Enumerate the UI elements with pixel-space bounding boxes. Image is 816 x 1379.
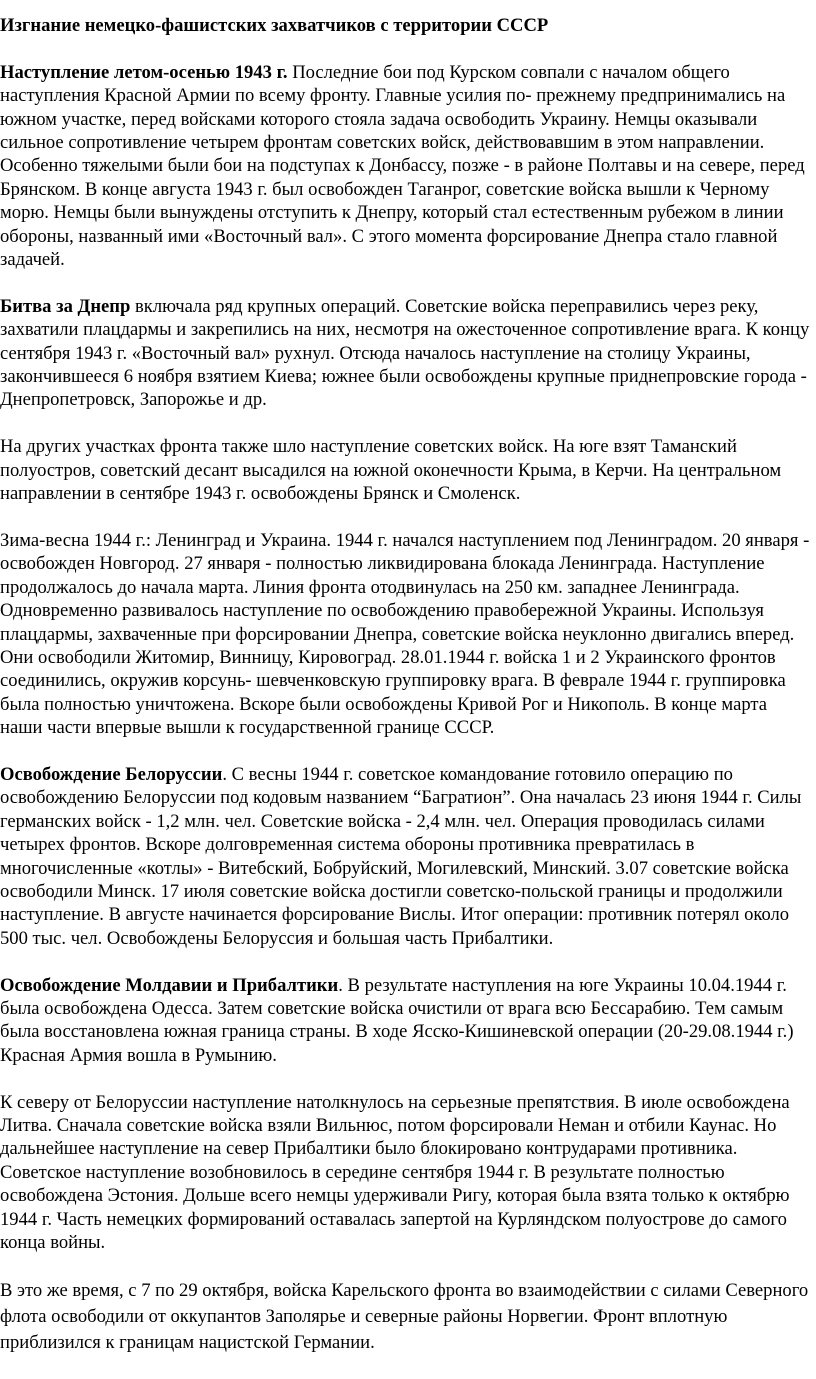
paragraph-text: . С весны 1944 г. советское командование готовило операцию по освобождению Белоруссии под кодовым названием “Багратион”. Она началась 23 июня 1944 г. Силы германских войск - 1,2 млн. чел. Советские войска - 2,4 млн. чел. Операция проводилась силами четырех фронтов. Вскоре долговременная система обороны противника превратилась в многочисленные «котлы» - Витебский, Бобруйский, Могилевский, Минский. 3.07 советские войска освободили Минск. 17 июля советские войска достигли советско-польской границы и продолжили наступление. В августе начинается форсирование Вислы. Итог операции: противник потерял около 500 тыс. чел. Освобождены Белоруссия и большая часть Прибалтики. xyxy=(0,763,802,949)
paragraph-text: включала ряд крупных операций. Советские войска переправились через реку, захватили плацдармы и закрепились на них, несмотря на ожесточенное сопротивление врага. К концу сентября 1943 г. «Восточный вал» рухнул. Отсюда началось наступление на столицу Украины, закончившееся 6 ноября взятием Киева; южнее были освобождены крупные приднепровские города - Днепропетровск, Запорожье и др. xyxy=(0,295,810,411)
paragraph-liberation-belarus xyxy=(0,763,812,950)
document-page xyxy=(0,14,812,1379)
paragraph-lead: Битва за Днепр xyxy=(0,295,131,317)
paragraph-text: К северу от Белоруссии наступление натолкнулось на серьезные препятствия. В июле освобождена Литва. Сначала советские войска взяли Вильнюс, потом форсировали Неман и отбили Каунас. Но дальнейшее наступление на север Прибалтики было блокировано контрударами противника. Советское наступление возобновилось в середине сентября 1944 г. В результате полностью освобождена Эстония. Дольше всего немцы удерживали Ригу, которая была взята только к октябрю 1944 г. Часть немецких формирований оставалась запертой на Курляндском полуострове до самого конца войны. xyxy=(0,1091,790,1254)
paragraph-text: . В результате наступления на юге Украины 10.04.1944 г. была освобождена Одесса. Затем советские войска очистили от врага всю Бессарабию. Тем самым была восстановлена южная граница страны. В ходе Ясско-Кишиневской операции (20-29.08.1944 г.) Красная Армия вошла в Румынию. xyxy=(0,974,794,1066)
paragraph-text: На других участках фронта также шло наступление советских войск. На юге взят Таманский полуостров, советский десант высадился на южной оконечности Крыма, в Керчи. На центральном направлении в сентябре 1943 г. освобождены Брянск и Смоленск. xyxy=(0,436,782,505)
paragraph-other-fronts xyxy=(0,435,812,505)
paragraph-lead: Наступление летом-осенью 1943 г. xyxy=(0,61,288,83)
paragraph-text: Зима-весна 1944 г.: Ленинград и Украина. 1944 г. начался наступлением под Ленинградом. 20 января - освобожден Новгород. 27 января - полностью ликвидирована блокада Ленинграда. Наступление продолжалось до начала марта. Линия фронта отодвинулась на 250 км. западнее Ленинграда. Одновременно развивалось наступление по освобождению правобережной Украины. Используя плацдармы, захваченные при форсировании Днепра, советские войска неуклонно двигались вперед. Они освободили Житомир, Винницу, Кировоград. 28.01.1944 г. войска 1 и 2 Украинского фронтов соединились, окружив корсунь- шевченковскую группировку врага. В феврале 1944 г. группировка была полностью уничтожена. Вскоре были освобождены Кривой Рог и Никополь. В конце марта наши части впервые вышли к государственной границе СССР. xyxy=(0,529,810,739)
document-title: Изгнание немецко-фашистских захватчиков с территории СССР xyxy=(0,15,549,36)
paragraph-text: В это же время, с 7 по 29 октября, войска Карельского фронта во взаимодействии с силами Северного флота освободили от оккупантов Заполярье и северные районы Норвегии. Фронт вплотную приблизился к границам нацистской Германии. xyxy=(0,1279,809,1353)
paragraph-karelian-front xyxy=(0,1278,812,1356)
paragraph-lead: Освобождение Молдавии и Прибалтики xyxy=(0,974,339,996)
paragraph-battle-of-dnieper xyxy=(0,295,812,412)
paragraph-summer-autumn-1943 xyxy=(0,61,812,272)
paragraph-north-of-belarus xyxy=(0,1091,812,1255)
paragraph-liberation-moldova-baltics xyxy=(0,974,812,1068)
paragraph-text: Последние бои под Курском совпали с началом общего наступления Красной Армии по всему фронту. Главные усилия по- прежнему предпринимались на южном участке, перед войсками которого стояла задача освободить Украину. Немцы оказывали сильное сопротивление четырем фронтам советских войск, действовавшим в этом направлении. Особенно тяжелыми были бои на подступах к Донбассу, позже - в районе Полтавы и на севере, перед Брянском. В конце августа 1943 г. был освобожден Таганрог, советские войска вышли к Черному морю. Немцы были вынуждены отступить к Днепру, который стал естественным рубежом в линии обороны, названный ими «Восточный вал». С этого момента форсирование Днепра стало главной задачей. xyxy=(0,61,805,271)
paragraph-winter-spring-1944 xyxy=(0,529,812,740)
paragraph-lead: Освобождение Белоруссии xyxy=(0,763,223,785)
